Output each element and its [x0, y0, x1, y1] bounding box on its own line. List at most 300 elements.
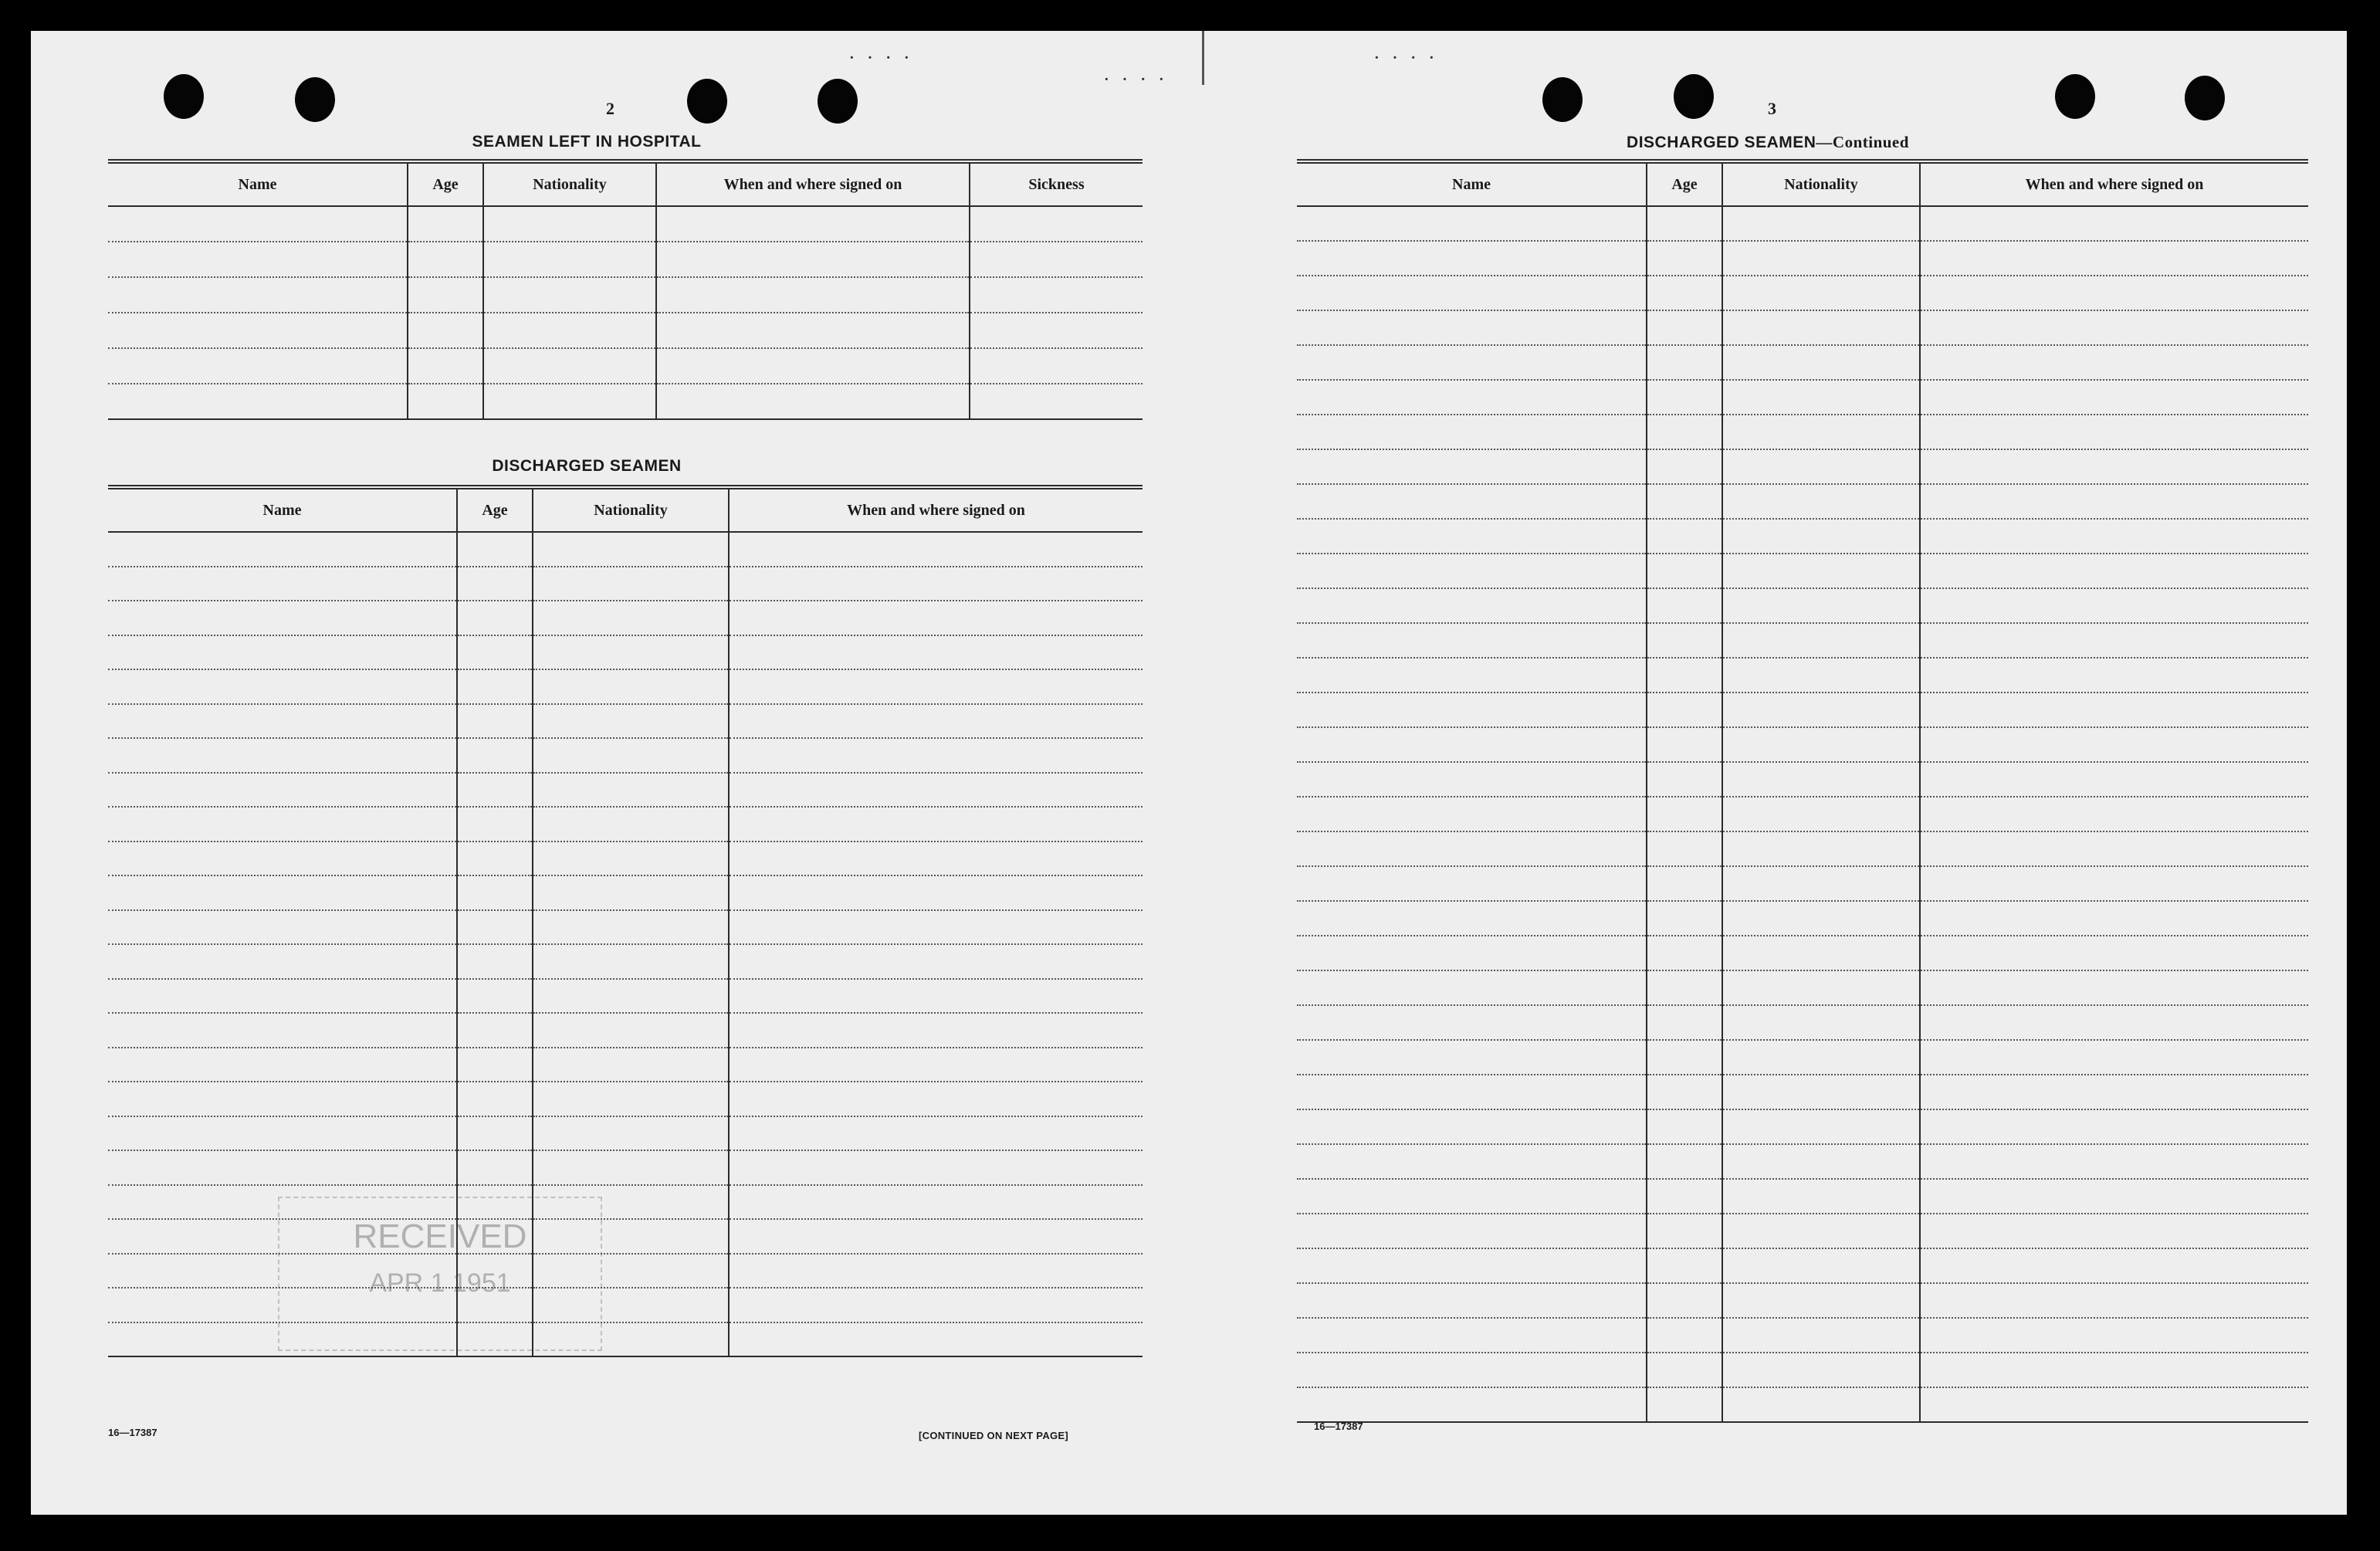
discharged-table — [108, 485, 1143, 1357]
hospital-rows — [108, 206, 1143, 419]
table-cell — [729, 669, 1143, 704]
table-cell — [729, 1254, 1143, 1289]
table-cell — [533, 807, 729, 842]
stamp-line-1: RECEIVED — [353, 1217, 527, 1255]
table-cell — [656, 348, 970, 384]
table-cell — [1297, 1005, 1647, 1040]
table-cell — [1647, 831, 1722, 866]
table-cell — [108, 807, 457, 842]
table-cell — [1920, 797, 2308, 831]
table-cell — [1297, 658, 1647, 693]
table-cell — [408, 348, 483, 384]
table-row — [1297, 1005, 2308, 1040]
table-row — [108, 1322, 1143, 1357]
table-row — [108, 842, 1143, 876]
table-cell — [1297, 623, 1647, 658]
stamp-line-2: APR 1 1951 — [369, 1268, 511, 1298]
table-cell — [1647, 484, 1722, 519]
table-header-row — [108, 487, 1143, 532]
table-cell — [729, 807, 1143, 842]
table-row — [108, 738, 1143, 773]
table-cell — [108, 635, 457, 670]
table-cell — [457, 1048, 533, 1082]
table-cell — [729, 1150, 1143, 1185]
table-cell — [533, 944, 729, 979]
column-header-signed-on: When and where signed on — [656, 161, 970, 206]
received-stamp — [278, 1197, 602, 1351]
table-cell — [1297, 380, 1647, 415]
table-cell — [1722, 276, 1920, 310]
table-cell — [533, 532, 729, 567]
table-cell — [1722, 693, 1920, 727]
form-number: 16—17387 — [108, 1427, 157, 1438]
table-cell — [1297, 901, 1647, 936]
table-cell — [1297, 727, 1647, 762]
table-cell — [1647, 1040, 1722, 1075]
table-cell — [1647, 276, 1722, 310]
table-cell — [1920, 901, 2308, 936]
table-row — [108, 1185, 1143, 1220]
table-cell — [1722, 727, 1920, 762]
table-cell — [457, 773, 533, 808]
hospital-table — [108, 159, 1143, 420]
table-cell — [1722, 1387, 1920, 1422]
table-row — [108, 313, 1143, 348]
discharged-rows — [108, 532, 1143, 1356]
punch-hole-3 — [687, 79, 727, 124]
table-cell — [1920, 241, 2308, 276]
table-cell — [1297, 970, 1647, 1005]
table-cell — [108, 1082, 457, 1116]
table-cell — [408, 277, 483, 313]
table-cell — [1297, 588, 1647, 623]
table-cell — [108, 384, 408, 419]
table-cell — [1297, 936, 1647, 970]
table-cell — [457, 1116, 533, 1151]
table-cell — [1920, 588, 2308, 623]
table-cell — [1297, 1109, 1647, 1144]
table-row — [1297, 449, 2308, 484]
table-cell — [457, 944, 533, 979]
table-cell — [108, 910, 457, 945]
table-row — [108, 1116, 1143, 1151]
table-cell — [1722, 901, 1920, 936]
table-row — [1297, 1179, 2308, 1214]
table-cell — [1920, 1144, 2308, 1179]
table-cell — [729, 1185, 1143, 1220]
table-cell — [108, 277, 408, 313]
table-cell — [1647, 693, 1722, 727]
table-row — [1297, 797, 2308, 831]
table-cell — [729, 567, 1143, 601]
table-cell — [533, 979, 729, 1014]
table-row — [108, 979, 1143, 1014]
table-row — [1297, 693, 2308, 727]
table-row — [1297, 866, 2308, 901]
page-number: 3 — [1768, 99, 1776, 118]
punch-hole-6 — [1674, 74, 1714, 119]
table-row — [108, 807, 1143, 842]
table-cell — [457, 1013, 533, 1048]
table-cell — [533, 910, 729, 945]
table-cell — [1722, 1144, 1920, 1179]
table-cell — [1722, 554, 1920, 588]
table-cell — [533, 601, 729, 635]
table-cell — [1722, 519, 1920, 554]
table-cell — [1297, 276, 1647, 310]
table-cell — [108, 1150, 457, 1185]
table-cell — [1920, 554, 2308, 588]
table-cell — [1920, 519, 2308, 554]
top-marks: · · · · — [1104, 71, 1169, 88]
table-cell — [1297, 762, 1647, 797]
table-row — [1297, 970, 2308, 1005]
table-cell — [1722, 415, 1920, 449]
table-cell — [1297, 1318, 1647, 1353]
table-cell — [1920, 1109, 2308, 1144]
table-cell — [108, 875, 457, 910]
table-cell — [533, 842, 729, 876]
table-row — [1297, 276, 2308, 310]
table-cell — [1722, 936, 1920, 970]
table-cell — [1920, 1353, 2308, 1387]
table-row — [108, 910, 1143, 945]
table-cell — [729, 1322, 1143, 1357]
table-row — [108, 635, 1143, 670]
table-row — [108, 242, 1143, 277]
table-cell — [1297, 415, 1647, 449]
table-row — [108, 944, 1143, 979]
punch-hole-1 — [164, 74, 204, 119]
table-cell — [1920, 345, 2308, 380]
table-cell — [1920, 380, 2308, 415]
table-cell — [1722, 206, 1920, 241]
table-row — [1297, 658, 2308, 693]
column-header-name: Name — [1297, 161, 1647, 206]
table-cell — [1647, 762, 1722, 797]
table-row — [1297, 1075, 2308, 1109]
table-cell — [533, 1116, 729, 1151]
table-cell — [1297, 1353, 1647, 1387]
table-cell — [1647, 1214, 1722, 1248]
table-cell — [457, 979, 533, 1014]
table-cell — [1647, 380, 1722, 415]
table-cell — [457, 807, 533, 842]
table-cell — [1647, 727, 1722, 762]
table-row — [108, 277, 1143, 313]
table-cell — [729, 910, 1143, 945]
punch-hole-5 — [1542, 77, 1583, 122]
table-cell — [1297, 1040, 1647, 1075]
table-cell — [408, 313, 483, 348]
table-cell — [1647, 1283, 1722, 1318]
table-cell — [729, 532, 1143, 567]
table-cell — [533, 1082, 729, 1116]
table-cell — [1297, 449, 1647, 484]
table-cell — [1297, 484, 1647, 519]
punch-hole-4 — [818, 79, 858, 124]
table-cell — [108, 601, 457, 635]
center-fold — [1202, 31, 1204, 85]
table-cell — [729, 875, 1143, 910]
table-cell — [1297, 1283, 1647, 1318]
table-cell — [483, 384, 656, 419]
table-cell — [1647, 519, 1722, 554]
table-row — [1297, 554, 2308, 588]
table-cell — [1722, 1318, 1920, 1353]
table-cell — [408, 206, 483, 242]
table-cell — [408, 242, 483, 277]
column-header-nationality: Nationality — [533, 487, 729, 532]
table-cell — [729, 1288, 1143, 1322]
table-cell — [533, 773, 729, 808]
table-row — [108, 704, 1143, 739]
table-cell — [729, 944, 1143, 979]
punch-hole-2 — [295, 77, 335, 122]
table-row — [108, 1219, 1143, 1254]
table-row — [1297, 1248, 2308, 1283]
table-cell — [1722, 658, 1920, 693]
table-cell — [729, 842, 1143, 876]
table-cell — [1647, 797, 1722, 831]
table-cell — [1920, 623, 2308, 658]
table-cell — [1647, 901, 1722, 936]
table-row — [1297, 310, 2308, 345]
table-cell — [533, 1013, 729, 1048]
table-cell — [108, 944, 457, 979]
table-row — [108, 532, 1143, 567]
table-cell — [729, 1048, 1143, 1082]
table-cell — [533, 738, 729, 773]
table-cell — [1920, 1075, 2308, 1109]
table-cell — [729, 738, 1143, 773]
table-row — [108, 1288, 1143, 1322]
punch-hole-7 — [2055, 74, 2095, 119]
table-row — [1297, 936, 2308, 970]
table-row — [1297, 484, 2308, 519]
table-cell — [1920, 762, 2308, 797]
table-cell — [729, 1082, 1143, 1116]
table-cell — [1297, 866, 1647, 901]
column-header-signed-on: When and where signed on — [729, 487, 1143, 532]
column-header-age: Age — [457, 487, 533, 532]
table-cell — [1647, 1353, 1722, 1387]
table-row — [108, 773, 1143, 808]
table-cell — [1920, 936, 2308, 970]
table-cell — [1647, 1144, 1722, 1179]
table-cell — [108, 242, 408, 277]
table-cell — [483, 313, 656, 348]
table-cell — [108, 313, 408, 348]
table-cell — [1647, 1109, 1722, 1144]
table-cell — [1722, 970, 1920, 1005]
table-cell — [729, 704, 1143, 739]
table-cell — [1297, 554, 1647, 588]
table-cell — [1647, 415, 1722, 449]
table-cell — [1722, 1353, 1920, 1387]
table-row — [1297, 1353, 2308, 1387]
table-cell — [1920, 276, 2308, 310]
discharged-continued-rows — [1297, 206, 2308, 1422]
table-cell — [108, 773, 457, 808]
table-cell — [1297, 310, 1647, 345]
table-cell — [970, 313, 1143, 348]
table-cell — [1722, 1283, 1920, 1318]
table-cell — [1722, 1248, 1920, 1283]
table-row — [1297, 901, 2308, 936]
table-cell — [656, 277, 970, 313]
table-row — [1297, 1318, 2308, 1353]
table-cell — [1722, 1075, 1920, 1109]
table-cell — [1647, 588, 1722, 623]
table-cell — [108, 1048, 457, 1082]
table-cell — [1297, 831, 1647, 866]
table-row — [108, 1254, 1143, 1289]
table-row — [1297, 1387, 2308, 1422]
table-row — [108, 384, 1143, 419]
table-cell — [108, 567, 457, 601]
section-title-discharged-continued — [1289, 133, 2246, 152]
table-cell — [1920, 1248, 2308, 1283]
table-cell — [1920, 310, 2308, 345]
table-cell — [108, 842, 457, 876]
table-cell — [1722, 1005, 1920, 1040]
table-row — [1297, 1283, 2308, 1318]
table-cell — [1647, 866, 1722, 901]
table-cell — [1647, 936, 1722, 970]
column-header-sickness: Sickness — [970, 161, 1143, 206]
table-row — [108, 348, 1143, 384]
table-cell — [108, 1013, 457, 1048]
table-row — [1297, 727, 2308, 762]
table-cell — [1297, 206, 1647, 241]
table-cell — [1722, 623, 1920, 658]
punch-hole-8 — [2185, 76, 2225, 120]
table-cell — [1920, 1283, 2308, 1318]
table-cell — [1647, 623, 1722, 658]
table-cell — [533, 567, 729, 601]
table-cell — [1920, 693, 2308, 727]
table-cell — [457, 842, 533, 876]
table-cell — [1920, 1179, 2308, 1214]
table-cell — [483, 277, 656, 313]
table-cell — [1297, 1248, 1647, 1283]
table-cell — [457, 532, 533, 567]
table-cell — [970, 242, 1143, 277]
table-cell — [729, 979, 1143, 1014]
table-cell — [1920, 415, 2308, 449]
column-header-age: Age — [1647, 161, 1722, 206]
top-marks: · · · · — [1374, 49, 1439, 66]
table-cell — [1647, 1318, 1722, 1353]
table-row — [1297, 241, 2308, 276]
table-cell — [1297, 1179, 1647, 1214]
table-row — [108, 669, 1143, 704]
table-cell — [533, 875, 729, 910]
table-cell — [108, 669, 457, 704]
table-cell — [729, 635, 1143, 670]
table-cell — [1722, 449, 1920, 484]
table-cell — [1920, 1005, 2308, 1040]
table-row — [108, 567, 1143, 601]
table-row — [108, 601, 1143, 635]
table-cell — [457, 1082, 533, 1116]
table-cell — [108, 206, 408, 242]
table-cell — [1920, 484, 2308, 519]
table-row — [1297, 1214, 2308, 1248]
column-header-nationality: Nationality — [483, 161, 656, 206]
table-cell — [729, 1219, 1143, 1254]
table-cell — [1920, 727, 2308, 762]
table-cell — [1297, 345, 1647, 380]
table-cell — [729, 773, 1143, 808]
table-cell — [457, 1150, 533, 1185]
table-header-row — [1297, 161, 2308, 206]
column-header-age: Age — [408, 161, 483, 206]
table-cell — [108, 348, 408, 384]
form-number: 16—17387 — [1314, 1421, 1363, 1432]
table-cell — [1297, 1214, 1647, 1248]
table-cell — [1722, 1214, 1920, 1248]
table-cell — [533, 1048, 729, 1082]
table-cell — [108, 704, 457, 739]
top-marks: · · · · — [849, 49, 914, 66]
table-cell — [1722, 797, 1920, 831]
table-row — [1297, 206, 2308, 241]
table-cell — [1297, 797, 1647, 831]
table-cell — [457, 635, 533, 670]
table-cell — [1722, 1040, 1920, 1075]
table-cell — [408, 384, 483, 419]
table-cell — [483, 242, 656, 277]
table-cell — [656, 384, 970, 419]
table-cell — [1920, 1214, 2308, 1248]
table-cell — [1647, 1387, 1722, 1422]
table-cell — [1722, 345, 1920, 380]
table-cell — [729, 1116, 1143, 1151]
table-cell — [1920, 831, 2308, 866]
table-cell — [483, 206, 656, 242]
table-cell — [656, 313, 970, 348]
table-cell — [729, 1013, 1143, 1048]
table-cell — [457, 704, 533, 739]
table-cell — [1920, 449, 2308, 484]
table-cell — [1722, 484, 1920, 519]
table-cell — [108, 532, 457, 567]
table-cell — [1647, 449, 1722, 484]
table-cell — [1297, 1075, 1647, 1109]
table-row — [1297, 345, 2308, 380]
table-row — [1297, 415, 2308, 449]
table-cell — [108, 979, 457, 1014]
table-cell — [1920, 1318, 2308, 1353]
table-row — [108, 1048, 1143, 1082]
table-cell — [1722, 866, 1920, 901]
table-cell — [1647, 241, 1722, 276]
table-row — [1297, 1040, 2308, 1075]
discharged-continued-table — [1297, 159, 2308, 1423]
column-header-name: Name — [108, 487, 457, 532]
page-number: 2 — [606, 99, 614, 118]
table-cell — [1920, 206, 2308, 241]
table-cell — [1647, 1075, 1722, 1109]
table-cell — [108, 1116, 457, 1151]
continued-note: [CONTINUED ON NEXT PAGE] — [919, 1430, 1069, 1441]
table-cell — [1297, 693, 1647, 727]
table-cell — [1920, 1040, 2308, 1075]
table-cell — [970, 206, 1143, 242]
section-title-main: DISCHARGED SEAMEN — [1627, 134, 1816, 151]
